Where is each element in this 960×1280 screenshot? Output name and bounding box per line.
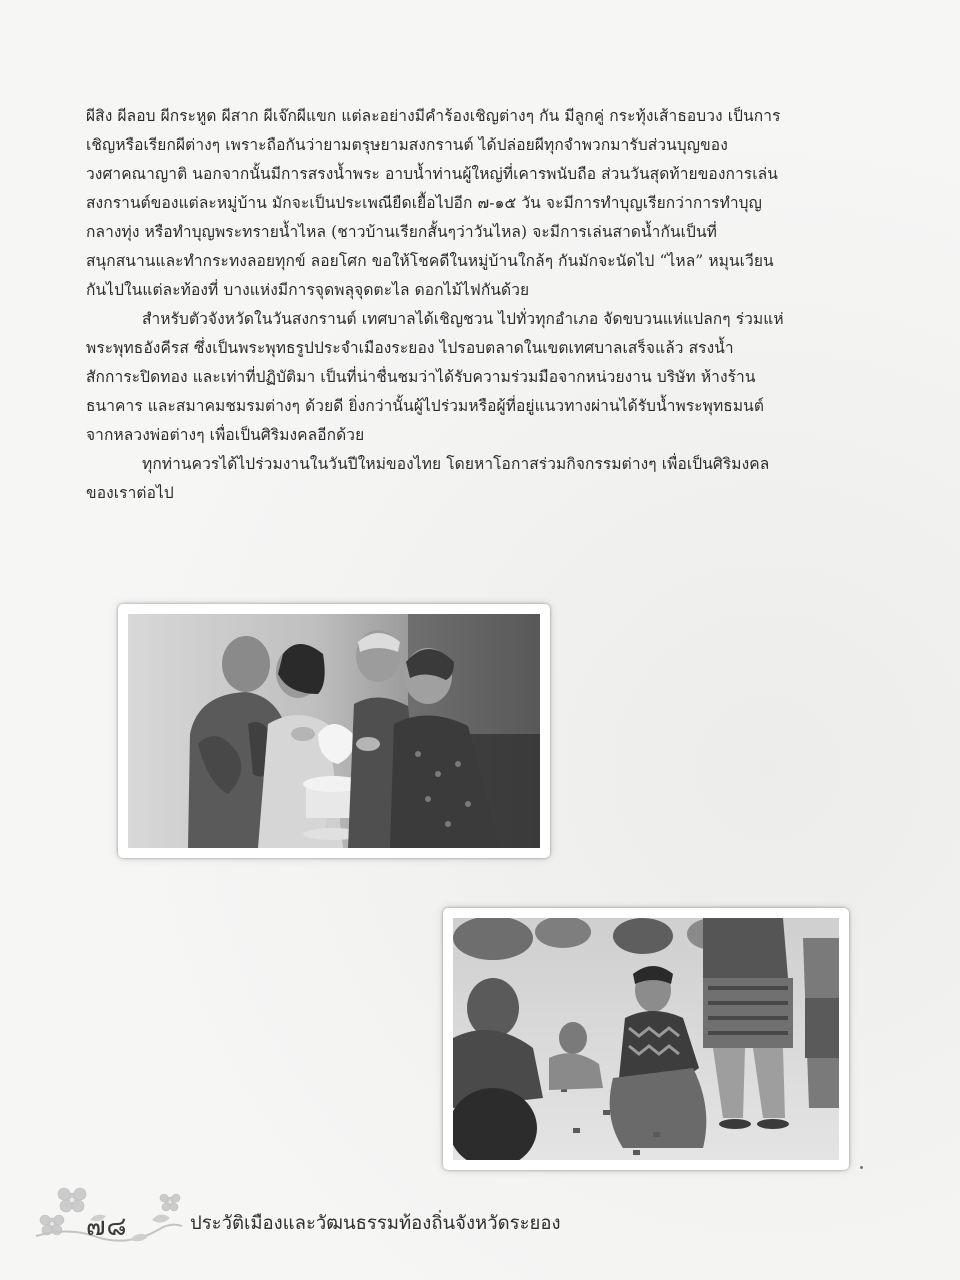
paragraph-1: [86, 102, 898, 305]
photo-folk-game-image: [453, 918, 839, 1160]
text-line: เชิญหรือเรียกผีต่างๆ เพราะถือกันว่ายามตรุษยามสงกรานต์ ได้ปล่อยผีทุกจำพวกมารับส่วนบุญของ: [86, 136, 728, 154]
text-line: สำหรับตัวจังหวัดในวันสงกรานต์ เทศบาลได้เชิญชวน ไปทั่วทุกอำเภอ จัดขบวนแห่แปลกๆ ร่วมแห่: [142, 310, 784, 328]
text-line: กลางทุ่ง หรือทำบุญพระทรายน้ำไหล (ชาวบ้านเรียกสั้นๆว่าวันไหล) จะมีการเล่นสาดน้ำกันเป็นที่: [86, 223, 717, 241]
paragraph-2: [86, 305, 898, 450]
text-line: วงศาคณาญาติ นอกจากนั้นมีการสรงน้ำพระ อาบน้ำท่านผู้ใหญ่ที่เคารพนับถือ ส่วนวันสุดท้ายของการเล่น: [86, 165, 778, 183]
text-line: กันไปในแต่ละท้องที่ บางแห่งมีการจุดพลุจุดตะไล ดอกไม้ไฟกันด้วย: [86, 281, 530, 299]
photo-ceremony-image: [128, 614, 540, 848]
text-line: สนุกสนานและทำกระทงลอยทุกข์ ลอยโศก ขอให้โชคดีในหมู่บ้านใกล้ๆ กันมักจะนัดไป “ไหล” หมุนเวียน: [86, 252, 774, 270]
page-number: ๗๘: [86, 1212, 128, 1242]
paragraph-3: [86, 450, 898, 508]
text-line: ของเราต่อไป: [86, 484, 174, 502]
text-line: สักการะปิดทอง และเท่าที่ปฏิบัติมา เป็นที่น่าชื่นชมว่าได้รับความร่วมมือจากหน่วยงาน บริษัท ห้างร้าน: [86, 368, 756, 386]
photo-folk-game-illustration: [453, 918, 839, 1160]
text-line: ผีสิง ผีลอบ ผีกระหูด ผีสาก ผีเจ๊กผีแขก แต่ละอย่างมีคำร้องเชิญต่างๆ กัน มีลูกคู่ กระทุ้งเส้าธอบวง เป็นการ: [86, 107, 781, 125]
text-line: พระพุทธอังคีรส ซึ่งเป็นพระพุทธรูปประจำเมืองระยอง ไปรอบตลาดในเขตเทศบาลเสร็จแล้ว สรงน้ำ: [86, 339, 734, 357]
photo-folk-game: [443, 908, 849, 1170]
text-line: จากหลวงพ่อต่างๆ เพื่อเป็นศิริมงคลอีกด้วย: [86, 426, 365, 444]
text-line: ทุกท่านควรได้ไปร่วมงานในวันปีใหม่ของไทย โดยหาโอกาสร่วมกิจกรรมต่างๆ เพื่อเป็นศิริมงคล: [142, 455, 770, 473]
photo-ceremony-illustration: [128, 614, 540, 848]
book-title: ประวัติเมืองและวัฒนธรรมท้องถิ่นจังหวัดระยอง: [190, 1213, 561, 1234]
text-line: สงกรานต์ของแต่ละหมู่บ้าน มักจะเป็นประเพณียืดเยื้อไปอีก ๗-๑๕ วัน จะมีการทำบุญเรียกว่าการทำบุญ: [86, 194, 762, 212]
body-text: [86, 102, 898, 508]
speck: [860, 1166, 863, 1169]
page-footer: [30, 1180, 650, 1250]
text-line: ธนาคาร และสมาคมชมรมต่างๆ ด้วยดี ยิ่งกว่านั้นผู้ไปร่วมหรือผู้ที่อยู่แนวทางผ่านได้รับน้ำพระพุทธมนต์: [86, 397, 765, 415]
photo-ceremony: [118, 604, 550, 858]
